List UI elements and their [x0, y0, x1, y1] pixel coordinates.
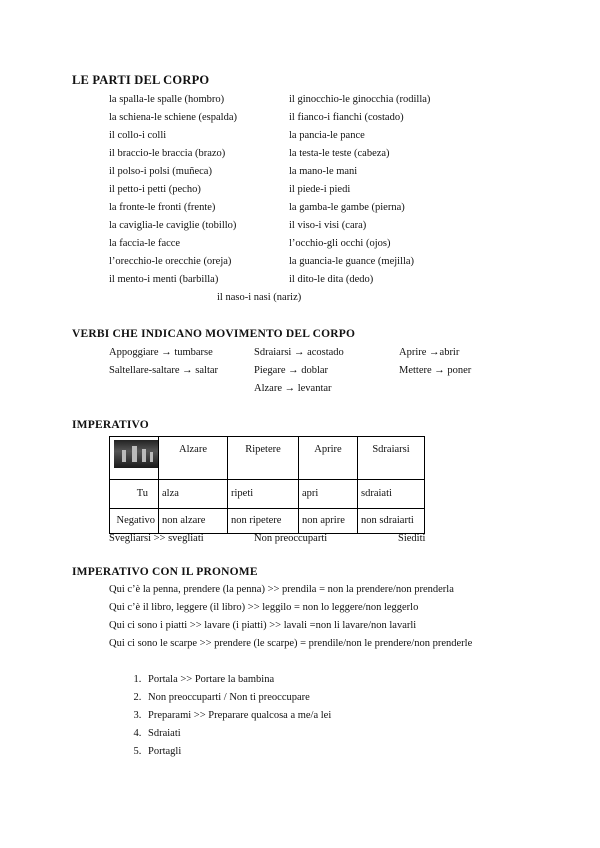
body-part-item: la spalla-le spalle (hombro) [109, 94, 225, 105]
list-item: 1. Portala >> Portare la bambina [144, 671, 331, 689]
body-part-item: la gamba-le gambe (pierna) [289, 202, 405, 213]
body-part-item: il petto-i petti (pecho) [109, 184, 201, 195]
body-part-item: il dito-le dita (dedo) [289, 274, 374, 285]
body-part-item: il viso-i visi (cara) [289, 220, 367, 231]
pronoun-example-line: Qui c’è la penna, prendere (la penna) >> prendila = non la prendere/non prenderla [109, 584, 454, 595]
body-parts-right-column [289, 91, 430, 289]
imperative-footnote: Svegliarsi >> svegliati [109, 533, 204, 544]
table-cell: alza [159, 480, 228, 509]
table-header-cell: Aprire [299, 437, 358, 480]
body-part-item: la fronte-le fronti (frente) [109, 202, 216, 213]
table-cell: non aprire [299, 509, 358, 534]
body-part-item: l’occhio-gli occhi (ojos) [289, 238, 391, 249]
body-part-item: il mento-i menti (barbilla) [109, 274, 219, 285]
body-part-item: il braccio-le braccia (brazo) [109, 148, 226, 159]
verb-item: Alzare → levantar [254, 383, 332, 394]
pronoun-example-line: Qui c’è il libro, leggere (il libro) >> leggilo = non lo leggere/non leggerlo [109, 602, 419, 613]
table-cell: non alzare [159, 509, 228, 534]
table-cell: ripeti [228, 480, 299, 509]
verb-item: Mettere → poner [399, 365, 472, 376]
verb-item: Saltellare-saltare → saltar [109, 365, 219, 376]
body-part-item: la caviglia-le caviglie (tobillo) [109, 220, 237, 231]
body-part-item: il fianco-i fianchi (costado) [289, 112, 404, 123]
examples-numbered-list [126, 671, 331, 761]
table-row-label: Tu [110, 480, 159, 509]
table-row-label: Negativo [110, 509, 159, 534]
imperative-table [109, 436, 425, 534]
table-header-cell: Ripetere [228, 437, 299, 480]
verb-item: Sdraiarsi → acostado [254, 347, 344, 358]
table-cell: sdraiati [358, 480, 425, 509]
section-title-imperative: IMPERATIVO [72, 419, 149, 431]
body-part-item: la faccia-le facce [109, 238, 181, 249]
table-row [110, 480, 425, 509]
body-part-item: la pancia-le pance [289, 130, 365, 141]
verb-item: Aprire →abrir [399, 347, 460, 358]
photo-thumbnail [114, 440, 158, 468]
section-title-body-parts: LE PARTI DEL CORPO [72, 73, 210, 87]
table-corner-cell [110, 437, 159, 480]
table-cell: non sdraiarti [358, 509, 425, 534]
verb-item: Piegare → doblar [254, 365, 329, 376]
table-header-cell: Sdraiarsi [358, 437, 425, 480]
table-header-cell: Alzare [159, 437, 228, 480]
body-part-item: il ginocchio-le ginocchia (rodilla) [289, 94, 431, 105]
body-part-item: il polso-i polsi (muñeca) [109, 166, 212, 177]
list-item: 5. Portagli [144, 743, 331, 761]
section-title-imperative-pronoun: IMPERATIVO CON IL PRONOME [72, 566, 258, 578]
body-part-item: la schiena-le schiene (espalda) [109, 112, 237, 123]
table-cell: non ripetere [228, 509, 299, 534]
body-part-item: la testa-le teste (cabeza) [289, 148, 390, 159]
body-part-item: l’orecchio-le orecchie (oreja) [109, 256, 232, 267]
body-part-item: la mano-le mani [289, 166, 358, 177]
table-cell: apri [299, 480, 358, 509]
imperative-footnote: Siediti [398, 533, 426, 544]
list-item: 2. Non preoccuparti / Non ti preoccupare [144, 689, 331, 707]
imperative-footnote: Non preoccuparti [254, 533, 328, 544]
pronoun-example-line: Qui ci sono i piatti >> lavare (i piatti) >> lavali =non li lavare/non lavarli [109, 620, 417, 631]
body-part-item-last: il naso-i nasi (nariz) [217, 292, 302, 303]
body-parts-left-column [109, 91, 237, 289]
body-part-item: la guancia-le guance (mejilla) [289, 256, 415, 267]
body-part-item: il piede-i piedi [289, 184, 351, 195]
verb-item: Appoggiare → tumbarse [109, 347, 213, 358]
pronoun-example-line: Qui ci sono le scarpe >> prendere (le scarpe) = prendile/non le prendere/non prenderle [109, 638, 473, 649]
body-part-item: il collo-i colli [109, 130, 167, 141]
list-item: 4. Sdraiati [144, 725, 331, 743]
list-item: 3. Preparami >> Preparare qualcosa a me/a lei [144, 707, 331, 725]
section-title-verbs: VERBI CHE INDICANO MOVIMENTO DEL CORPO [72, 328, 356, 340]
